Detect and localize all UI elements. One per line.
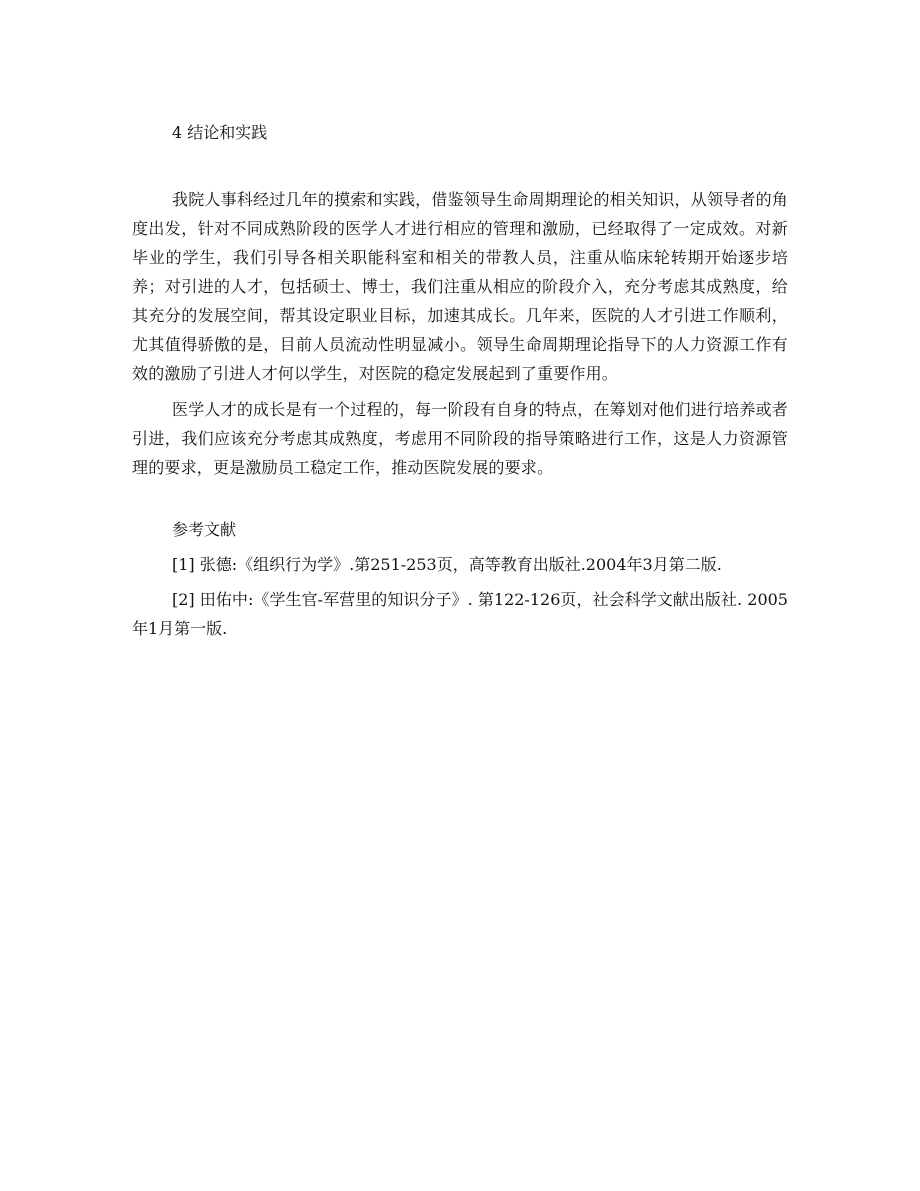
references-title: 参考文献: [172, 520, 237, 539]
reference-item-1: [1] 张德:《组织行为学》.第251-253页，高等教育出版社.2004年3月第二版.: [172, 555, 722, 574]
reference-item-2: [2] 田佑中:《学生官-军营里的知识分子》. 第122-126页，社会科学文献出版社. 2005年1月第一版.: [132, 590, 788, 638]
document-page: [132, 112, 788, 643]
body-paragraph-2: 医学人才的成长是有一个过程的，每一阶段有自身的特点，在筹划对他们进行培养或者引进，我们应该充分考虑其成熟度，考虑用不同阶段的指导策略进行工作，这是人力资源管理的要求，更是激励员工稳定工作，推动医院发展的要求。: [132, 400, 788, 477]
body-paragraph-1: 我院人事科经过几年的摸索和实践，借鉴领导生命周期理论的相关知识，从领导者的角度出发，针对不同成熟阶段的医学人才进行相应的管理和激励，已经取得了一定成效。对新毕业的学生，我们引导各相关职能科室和相关的带教人员，注重从临床轮转期开始逐步培养；对引进的人才，包括硕士、博士，我们注重从相应的阶段介入，充分考虑其成熟度，给其充分的发展空间，帮其设定职业目标，加速其成长。几年来，医院的人才引进工作顺利，尤其值得骄傲的是，目前人员流动性明显减小。领导生命周期理论指导下的人力资源工作有效的激励了引进人才何以学生，对医院的稳定发展起到了重要作用。: [132, 190, 788, 383]
section-heading: 4 结论和实践: [172, 123, 268, 142]
